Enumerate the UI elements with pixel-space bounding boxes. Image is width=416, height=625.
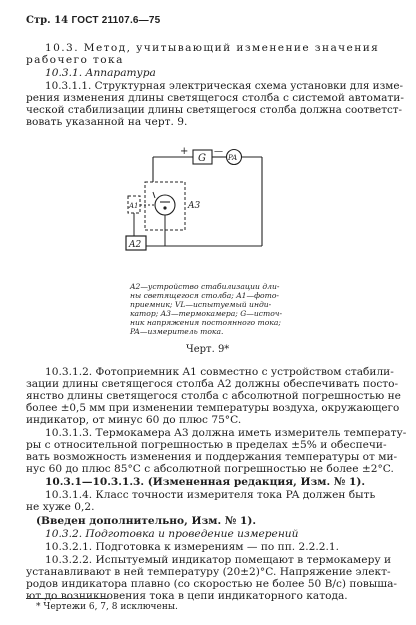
legend-line: ник напряжения постоянного тока; bbox=[130, 318, 281, 327]
amendment-note: (Введен дополнительно, Изм. № 1). bbox=[36, 515, 257, 527]
section-heading-cont: рабочего тока bbox=[26, 54, 124, 66]
a1-label: A1 bbox=[129, 202, 139, 210]
paragraph-line: 10.3.1.3. Термокамера A3 должна иметь измеритель температу- bbox=[45, 427, 407, 439]
subsection-heading: 10.3.1. Аппаратура bbox=[45, 67, 156, 79]
paragraph-line: нус 60 до плюс 85°C с абсолютной погрешностью не более ±2°C. bbox=[26, 463, 394, 475]
section-heading: 10.3. Метод, учитывающий изменение значения bbox=[45, 42, 380, 54]
g-label: G bbox=[198, 153, 206, 164]
footnote-divider bbox=[26, 598, 108, 599]
paragraph-line: родов индикатора плавно (со скоростью не более 50 В/с) повыша- bbox=[26, 578, 397, 590]
legend-line: катор; A3—термокамера; G—источ- bbox=[130, 309, 283, 318]
footnote: * Чертежи 6, 7, 8 исключены. bbox=[36, 602, 178, 612]
a2-label: A2 bbox=[129, 240, 142, 250]
page-number: Стр. 14 bbox=[26, 15, 69, 26]
legend-line: приемник; VL—испытуемый инди- bbox=[130, 300, 272, 309]
amendment-note: 10.3.1—10.3.1.3. (Измененная редакция, Изм. № 1). bbox=[45, 476, 366, 488]
a3-label: A3 bbox=[188, 201, 201, 211]
paragraph-line: 10.3.2.1. Подготовка к измерениям — по пп. 2.2.2.1. bbox=[45, 541, 339, 553]
paragraph-line: более ±0,5 мм при изменении температуры воздуха, окружающего bbox=[26, 402, 400, 414]
paragraph-line: 10.3.1.4. Класс точности измерителя тока PA должен быть bbox=[45, 489, 376, 501]
paragraph-line: не хуже 0,2. bbox=[26, 501, 95, 513]
legend-line: ны светящегося столба; A1—фото- bbox=[130, 291, 279, 300]
paragraph-line: вовать указанной на черт. 9. bbox=[26, 116, 188, 128]
paragraph-line: зации длины светящегося столба A2 должны обеспечивать посто- bbox=[26, 378, 399, 390]
pa-label: PA bbox=[228, 154, 238, 162]
wire bbox=[153, 192, 155, 198]
subsection-heading: 10.3.2. Подготовка и проведение измерений bbox=[45, 528, 299, 540]
paragraph-line: 10.3.1.1. Структурная электрическая схема установки для изме- bbox=[45, 80, 404, 92]
paragraph-line: рения изменения длины светящегося столба с системой автомати- bbox=[26, 92, 404, 104]
paragraph-line: ры с относительной погрешностью в пределах ±5% и обеспечи- bbox=[26, 439, 387, 451]
legend-line: PA—измеритель тока. bbox=[130, 327, 224, 336]
paragraph-line: 10.3.2.2. Испытуемый индикатор помещают в термокамеру и bbox=[45, 554, 392, 566]
paragraph-line: вать возможность изменения и поддержания температуры от ми- bbox=[26, 451, 398, 463]
minus-sign: — bbox=[214, 147, 223, 157]
legend-line: A2—устройство стабилизации дли- bbox=[130, 282, 280, 291]
standard-code: ГОСТ 21107.6—75 bbox=[71, 15, 161, 26]
indicator-lamp-vl bbox=[155, 195, 175, 215]
lamp-cathode bbox=[163, 206, 166, 209]
paragraph-line: 10.3.1.2. Фотоприемник A1 совместно с устройством стабили- bbox=[45, 366, 394, 378]
plus-sign: + bbox=[180, 146, 189, 157]
paragraph-line: ют до возникновения тока в цепи индикаторного катода. bbox=[26, 590, 348, 602]
paragraph-line: устанавливают в ней температуру (20±2)°C. Напряжение элект- bbox=[26, 566, 391, 578]
paragraph-line: ческой стабилизации длины светящегося столба должна соответст- bbox=[26, 104, 403, 116]
paragraph-line: янство длины светящегося столба с абсолютной погрешностью не bbox=[26, 390, 401, 402]
paragraph-line: индикатор, от минус 60 до плюс 75°C. bbox=[26, 414, 242, 426]
figure-label: Черт. 9* bbox=[186, 344, 230, 355]
